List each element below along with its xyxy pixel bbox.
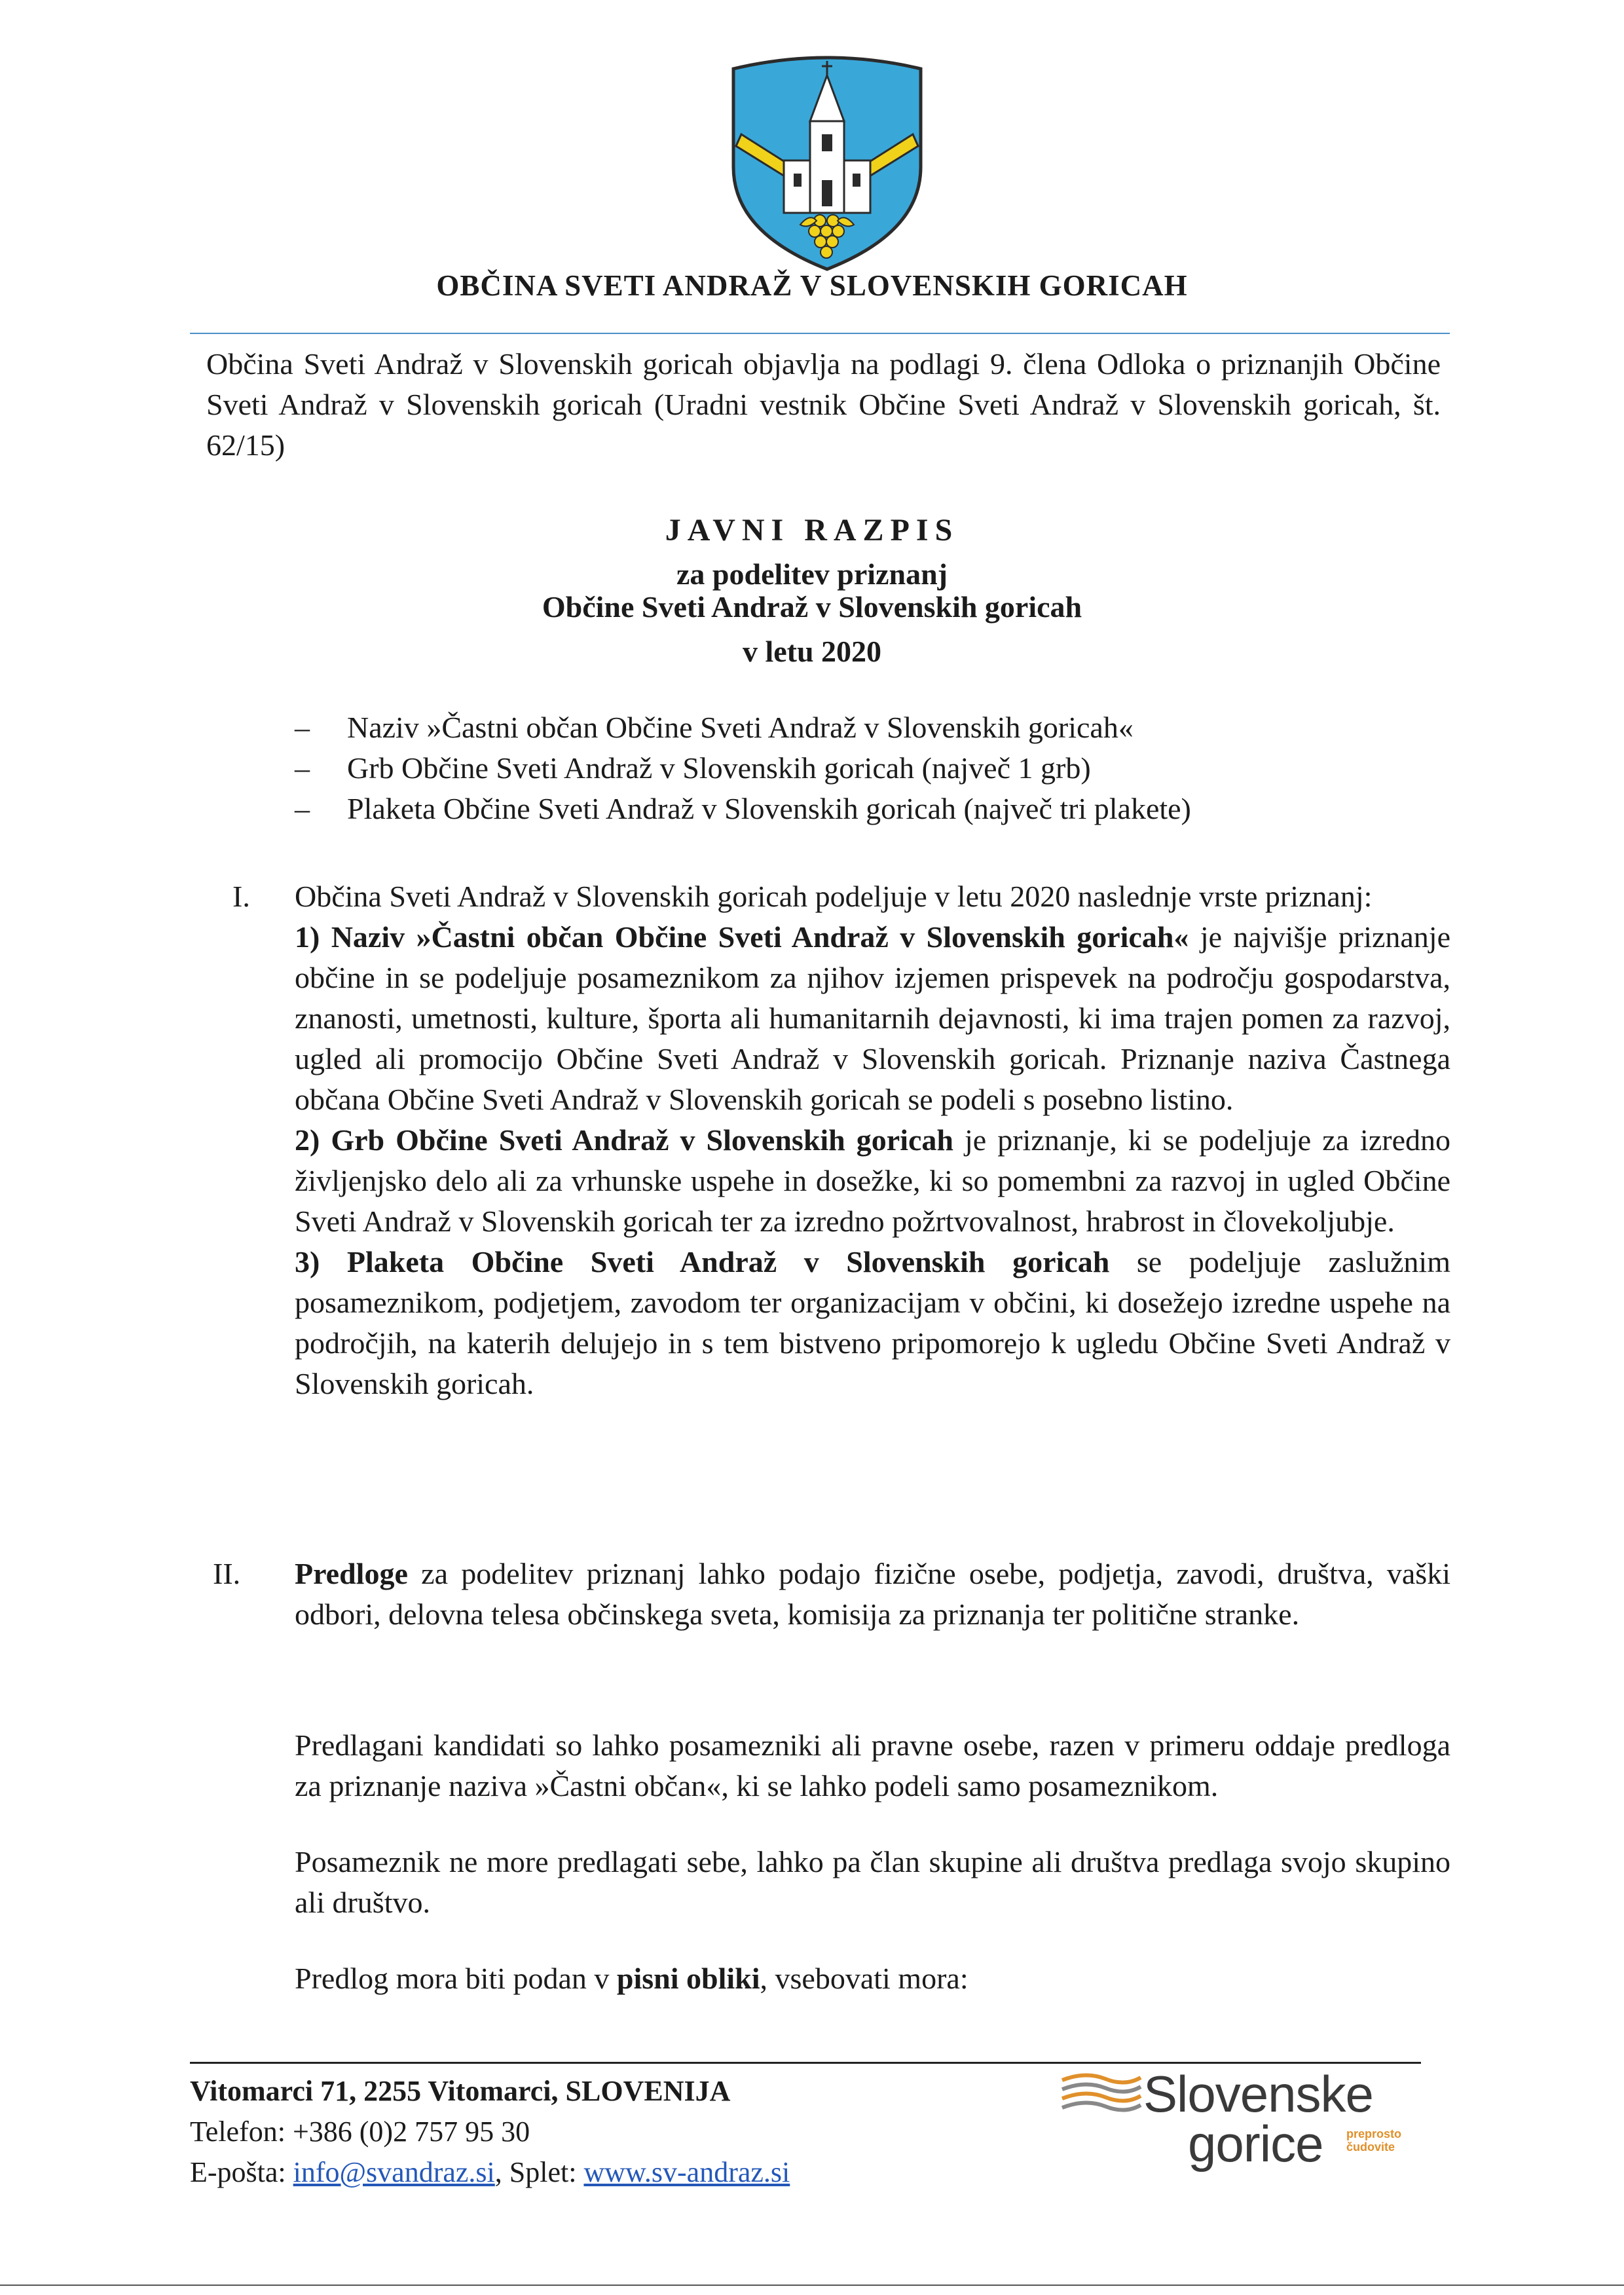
section-numeral-2: II. (213, 1557, 241, 1590)
section-2-paragraph-2: Predlagani kandidati so lahko posamezniki ali pravne osebe, razen v primeru oddaje predloga za priznanje naziva »Častni občan«, ki se lahko podeli samo posameznikom. (295, 1728, 1450, 1802)
section-1 (295, 876, 1450, 1404)
document-subtitle-2: Občine Sveti Andraž v Slovenskih goricah (542, 590, 1082, 624)
logo-tag-1: preprosto (1346, 2127, 1402, 2140)
email-label: E-pošta: (190, 2156, 293, 2188)
logo-tag-2: čudovite (1346, 2140, 1395, 2154)
logo-line-2: gorice (1188, 2115, 1323, 2173)
section-2-paragraph-3: Posameznik ne more predlagati sebe, lahko pa član skupine ali društva predlaga svojo skupino ali društvo. (295, 1845, 1450, 1919)
logo-line-1: Slovenske (1143, 2065, 1373, 2123)
item-3-title: 3) Plaketa Občine Sveti Andraž v Slovenskih goricah (295, 1245, 1110, 1278)
municipality-title: OBČINA SVETI ANDRAŽ V SLOVENSKIH GORICAH (436, 269, 1188, 302)
document-heading: JAVNI RAZPIS (665, 513, 959, 548)
list-item (295, 707, 1473, 748)
list-dash: – (295, 711, 310, 744)
p4-bold: pisni obliki (616, 1962, 760, 1995)
section-1-item-1 (295, 917, 1450, 1120)
footer-links (190, 2152, 790, 2193)
section-2-paragraph-4 (295, 1958, 1450, 1999)
footer-contact (190, 2071, 790, 2193)
list-dash: – (295, 792, 310, 825)
document-subtitle-1: za podelitev priznanj (676, 557, 948, 591)
list-item (295, 789, 1473, 829)
wave-logo-icon (1060, 2068, 1143, 2114)
website-link[interactable]: www.sv-andraz.si (583, 2156, 790, 2188)
web-label: , Splet: (494, 2156, 584, 2188)
logo-tagline (1346, 2127, 1401, 2154)
award-item-text: Grb Občine Sveti Andraž v Slovenskih goricah (največ 1 grb) (347, 751, 1091, 785)
list-dash: – (295, 751, 310, 785)
item-1-title: 1) Naziv »Častni občan Občine Sveti Andraž v Slovenskih goricah« (295, 920, 1189, 954)
section-1-item-2 (295, 1120, 1450, 1242)
section-1-item-3 (295, 1242, 1450, 1404)
award-item-text: Plaketa Občine Sveti Andraž v Slovenskih goricah (največ tri plakete) (347, 792, 1191, 825)
section-2-paragraph-1 (295, 1554, 1450, 1635)
header-divider (190, 333, 1450, 334)
award-item-text: Naziv »Častni občan Občine Sveti Andraž v Slovenskih goricah« (347, 711, 1134, 744)
item-2-title: 2) Grb Občine Sveti Andraž v Slovenskih goricah (295, 1123, 953, 1157)
footer-address: Vitomarci 71, 2255 Vitomarci, SLOVENIJA (190, 2075, 731, 2107)
section-numeral-1: I. (232, 880, 250, 913)
email-link[interactable]: info@svandraz.si (293, 2156, 495, 2188)
proposals-text: za podelitev priznanj lahko podajo fizične osebe, podjetja, zavodi, društva, vaški odbori, delovna telesa občinskega sveta, komisija za priznanja ter politične stranke. (295, 1557, 1450, 1631)
intro-paragraph: Občina Sveti Andraž v Slovenskih goricah objavlja na podlagi 9. člena Odloka o priznanjih Občine Sveti Andraž v Slovenskih goricah (Uradni vestnik Občine Sveti Andraž v Slovenskih goricah, št. 62/15) (206, 347, 1441, 462)
coat-of-arms-icon (728, 49, 926, 272)
item-3-text: se podeljuje zaslužnim posameznikom, podjetjem, zavodom ter organizacijam v občini, ki dosežejo izredne uspehe na področjih, na katerih delujejo in s tem bistveno pripomorejo k ugledu Občine Sveti Andraž v Slovenskih goricah. (295, 1245, 1450, 1400)
item-2-text: je priznanje, ki se podeljuje za izredno življenjsko delo ali za vrhunske uspehe in dosežke, ki so pomembni za razvoj in ugled Občine Sveti Andraž v Slovenskih goricah ter za izredno požrtvovalnost, hrabrost in človekoljubje. (295, 1123, 1450, 1238)
slovenske-gorice-logo (1060, 2062, 1426, 2173)
proposals-bold: Predloge (295, 1557, 408, 1590)
footer-phone: Telefon: +386 (0)2 757 95 30 (190, 2116, 530, 2148)
p4-post: , vsebovati mora: (760, 1962, 969, 1995)
page-bottom-edge (0, 2285, 1624, 2286)
list-item (295, 748, 1473, 789)
item-1-text: je najvišje priznanje občine in se podeljuje posameznikom za njihov izjemen prispevek na področju gospodarstva, znanosti, umetnosti, kulture, športa ali humanitarnih dejavnosti, ki ima trajen pomen za razvoj, ugled ali promocijo Občine Sveti Andraž v Slovenskih goricah. Priznanje naziva Častnega občana Občine Sveti Andraž v Slovenskih goricah se podeli s posebno listino. (295, 920, 1451, 1116)
document-subtitle-3: v letu 2020 (742, 635, 882, 668)
p4-pre: Predlog mora biti podan v (295, 1962, 617, 1995)
awards-list (295, 707, 1473, 829)
section-1-lead: Občina Sveti Andraž v Slovenskih goricah podeljuje v letu 2020 naslednje vrste priznanj: (295, 880, 1373, 913)
